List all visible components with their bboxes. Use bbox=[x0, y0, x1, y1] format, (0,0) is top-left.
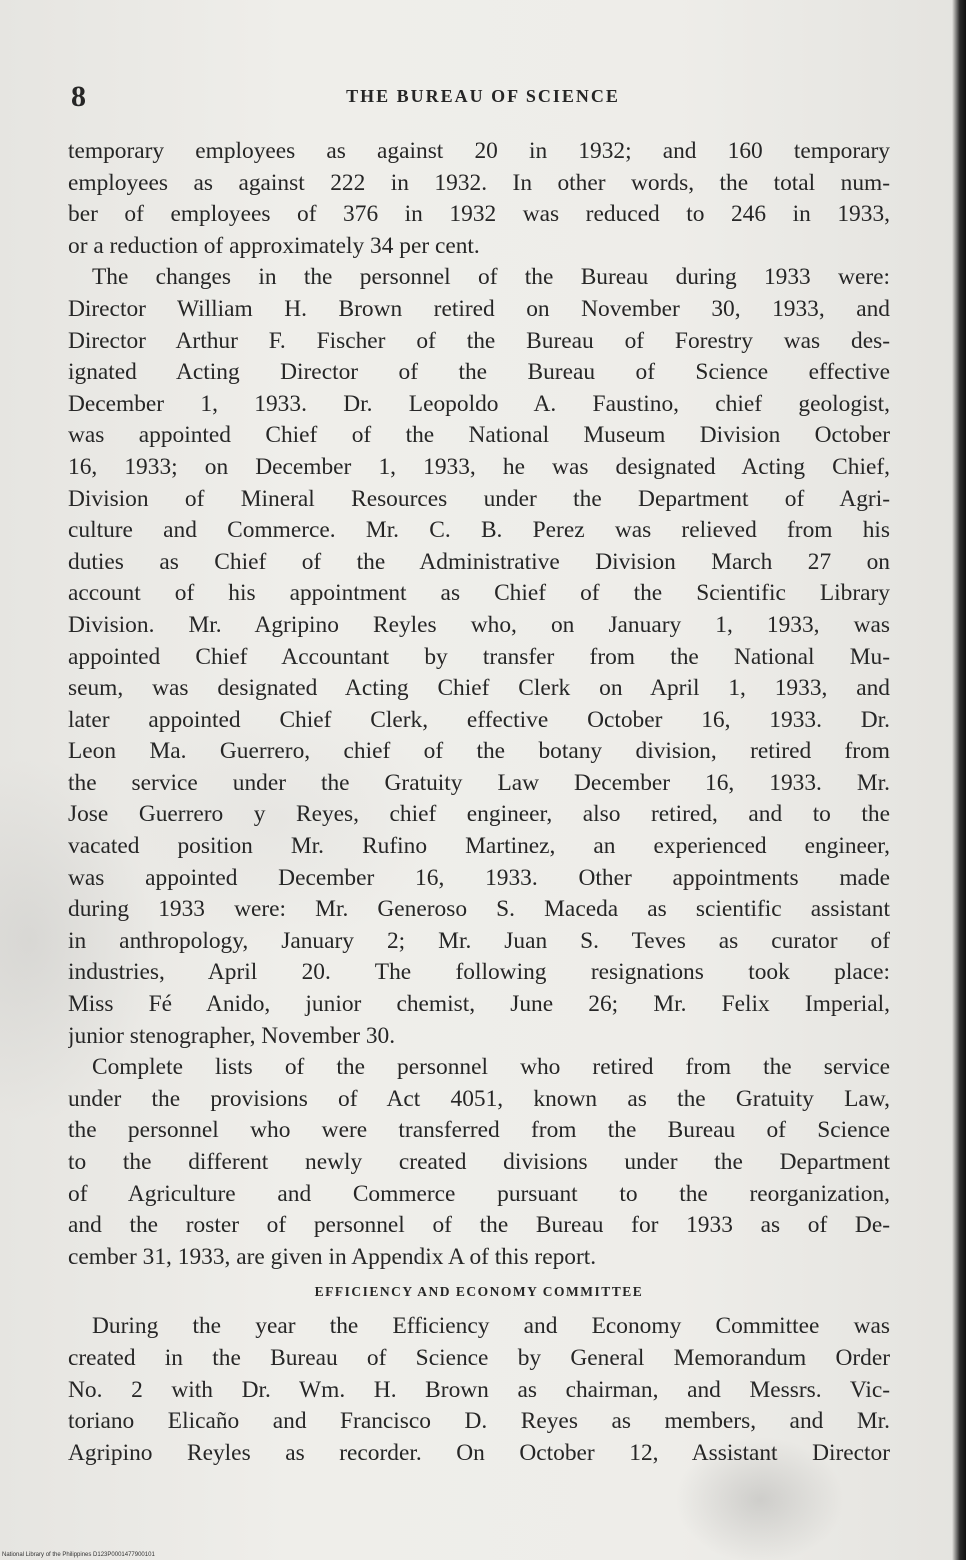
text-line: 16, 1933; on December 1, 1933, he was designated Acting Chief, bbox=[68, 453, 890, 480]
text-line: No. 2 with Dr. Wm. H. Brown as chairman, and Messrs. Vic- bbox=[68, 1376, 890, 1403]
text-line: junior stenographer, November 30. bbox=[68, 1022, 396, 1049]
text-line: later appointed Chief Clerk, effective October 16, 1933. Dr. bbox=[68, 706, 890, 733]
text-line: in anthropology, January 2; Mr. Juan S. Teves as curator of bbox=[68, 927, 890, 954]
paragraph-personnel-changes bbox=[68, 262, 890, 1052]
text-line: the service under the Gratuity Law December 16, 1933. Mr. bbox=[68, 769, 890, 796]
text-line: of Agriculture and Commerce pursuant to the reorganization, bbox=[68, 1180, 890, 1207]
text-line: December 1, 1933. Dr. Leopoldo A. Faustino, chief geologist, bbox=[68, 390, 890, 417]
text-line: Director Arthur F. Fischer of the Bureau of Forestry was des- bbox=[68, 327, 890, 354]
text-line: duties as Chief of the Administrative Division March 27 on bbox=[68, 548, 890, 575]
text-line: under the provisions of Act 4051, known as the Gratuity Law, bbox=[68, 1085, 890, 1112]
text-line: industries, April 20. The following resignations took place: bbox=[68, 959, 890, 986]
text-line: Miss Fé Anido, junior chemist, June 26; Mr. Felix Imperial, bbox=[68, 991, 890, 1018]
paragraph-committee bbox=[68, 1311, 890, 1469]
text-line: cember 31, 1933, are given in Appendix A of this report. bbox=[68, 1243, 597, 1270]
text-line: culture and Commerce. Mr. C. B. Perez was relieved from his bbox=[68, 517, 890, 544]
text-line: seum, was designated Acting Chief Clerk on April 1, 1933, and bbox=[68, 675, 890, 702]
text-line: Leon Ma. Guerrero, chief of the botany division, retired from bbox=[68, 738, 890, 765]
running-head: THE BUREAU OF SCIENCE bbox=[346, 86, 620, 106]
text-line: Jose Guerrero y Reyes, chief engineer, also retired, and to the bbox=[68, 801, 890, 828]
text-line: appointed Chief Accountant by transfer from the National Mu- bbox=[68, 643, 890, 670]
text-line: the personnel who were transferred from the Bureau of Science bbox=[68, 1117, 890, 1144]
text-line: Division of Mineral Resources under the Department of Agri- bbox=[68, 485, 890, 512]
text-line: Complete lists of the personnel who retired from the service bbox=[92, 1054, 890, 1081]
text-line: and the roster of personnel of the Bureau for 1933 as of De- bbox=[68, 1212, 890, 1239]
page-number: 8 bbox=[71, 80, 87, 113]
paragraph-personnel-lists bbox=[68, 1052, 890, 1273]
text-line: Division. Mr. Agripino Reyles who, on January 1, 1933, was bbox=[68, 611, 890, 638]
text-line: account of his appointment as Chief of the Scientific Library bbox=[68, 580, 890, 607]
text-line: during 1933 were: Mr. Generoso S. Maceda as scientific assistant bbox=[68, 896, 890, 923]
library-footer-note: National Library of the Philippines D123P0001477900101 bbox=[2, 1552, 155, 1558]
text-line: created in the Bureau of Science by General Memorandum Order bbox=[68, 1344, 890, 1371]
text-line: The changes in the personnel of the Bureau during 1933 were: bbox=[92, 264, 890, 291]
text-line: toriano Elicaño and Francisco D. Reyes as members, and Mr. bbox=[68, 1408, 890, 1435]
text-line: vacated position Mr. Rufino Martinez, an experienced engineer, bbox=[68, 833, 890, 860]
body-text bbox=[68, 136, 890, 1469]
text-line: Director William H. Brown retired on November 30, 1933, and bbox=[68, 295, 890, 322]
text-line: or a reduction of approximately 34 per cent. bbox=[68, 232, 480, 259]
page-binding-edge bbox=[952, 0, 966, 1560]
text-line: to the different newly created divisions under the Department bbox=[68, 1149, 890, 1175]
text-line: ber of employees of 376 in 1932 was reduced to 246 in 1933, bbox=[68, 201, 890, 228]
paragraph-workforce bbox=[68, 136, 890, 262]
text-line: was appointed December 16, 1933. Other appointments made bbox=[68, 864, 890, 891]
text-line: ignated Acting Director of the Bureau of Science effective bbox=[68, 359, 890, 386]
text-line: employees as against 222 in 1932. In other words, the total num- bbox=[68, 169, 890, 196]
text-line: During the year the Efficiency and Economy Committee was bbox=[92, 1313, 890, 1340]
text-line: Agripino Reyles as recorder. On October 12, Assistant Director bbox=[68, 1439, 890, 1466]
text-line: was appointed Chief of the National Museum Division October bbox=[68, 422, 890, 449]
text-line: temporary employees as against 20 in 1932; and 160 temporary bbox=[68, 138, 890, 164]
section-heading: EFFICIENCY AND ECONOMY COMMITTEE bbox=[314, 1284, 644, 1300]
